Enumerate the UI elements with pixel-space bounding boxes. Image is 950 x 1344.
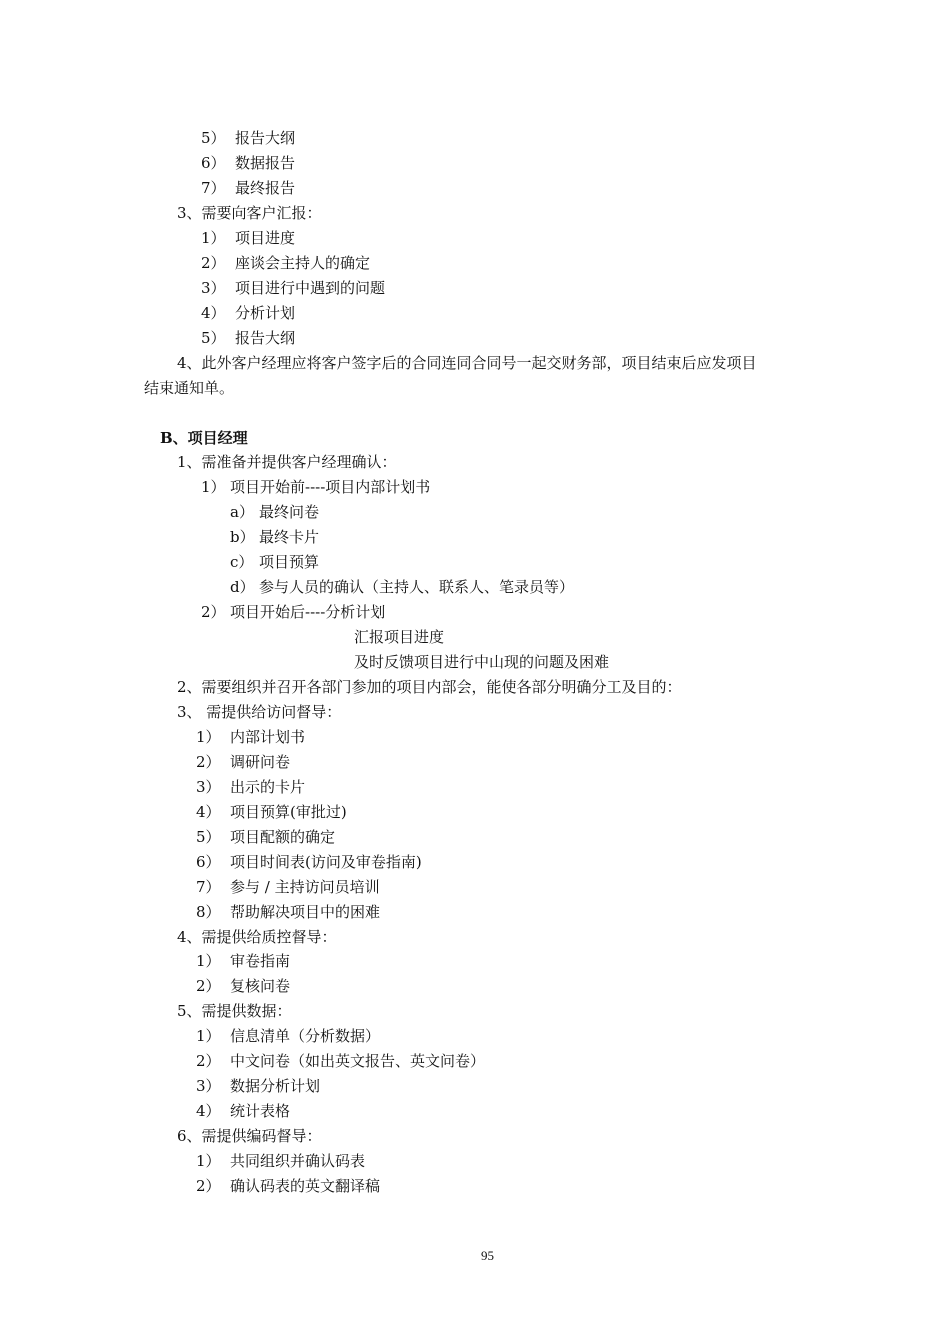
continuation-line: 汇报项目进度 (354, 628, 445, 646)
list-item: 7） 最终报告 (201, 179, 296, 197)
section-title: B、项目经理 (160, 429, 248, 447)
list-item: 5） 报告大纲 (201, 329, 296, 347)
section-heading: 3、 需提供给访问督导： (177, 703, 342, 721)
list-item: 7） 参与 / 主持访问员培训 (196, 878, 380, 896)
list-item: 1） 项目进度 (201, 229, 296, 247)
page-number: 95 (481, 1248, 494, 1263)
list-item: 1） 审卷指南 (196, 952, 291, 970)
paragraph-line: 结束通知单。 (144, 379, 235, 397)
list-item: 5） 报告大纲 (201, 129, 296, 147)
list-item: 2） 确认码表的英文翻译稿 (196, 1177, 381, 1195)
section-heading: 1、需准备并提供客户经理确认： (177, 453, 397, 471)
list-item: 1） 项目开始前----项目内部计划书 (201, 478, 431, 496)
sub-list-item: b） 最终卡片 (230, 528, 320, 546)
list-item: 1） 内部计划书 (196, 728, 306, 746)
section-heading: 6、需提供编码督导： (177, 1127, 322, 1145)
list-item: 3） 出示的卡片 (196, 778, 306, 796)
sub-list-item: a） 最终问卷 (230, 503, 320, 521)
list-item: 2） 中文问卷（如出英文报告、英文问卷） (196, 1052, 486, 1070)
list-item: 2） 项目开始后----分析计划 (201, 603, 386, 621)
list-item: 5） 项目配额的确定 (196, 828, 336, 846)
list-item: 4） 统计表格 (196, 1102, 291, 1120)
continuation-line: 及时反馈项目进行中山现的问题及困难 (354, 653, 610, 671)
paragraph-line: 2、需要组织并召开各部门参加的项目内部会，能使各部分明确分工及目的： (177, 678, 682, 696)
section-heading: 4、需提供给质控督导： (177, 928, 337, 946)
paragraph-line: 4、此外客户经理应将客户签字后的合同连同合同号一起交财务部，项目结束后应发项目 (177, 354, 757, 372)
list-item: 1） 信息清单（分析数据） (196, 1027, 381, 1045)
list-item: 6） 数据报告 (201, 154, 296, 172)
list-item: 2） 调研问卷 (196, 753, 291, 771)
list-item: 1） 共同组织并确认码表 (196, 1152, 366, 1170)
list-item: 3） 项目进行中遇到的问题 (201, 279, 386, 297)
section-heading: 3、需要向客户汇报： (177, 204, 322, 222)
section-heading: 5、需提供数据： (177, 1002, 292, 1020)
list-item: 2） 复核问卷 (196, 977, 291, 995)
sub-list-item: c） 项目预算 (230, 553, 320, 571)
list-item: 4） 分析计划 (201, 304, 296, 322)
sub-list-item: d） 参与人员的确认（主持人、联系人、笔录员等） (230, 578, 575, 596)
list-item: 8） 帮助解决项目中的困难 (196, 903, 381, 921)
list-item: 6） 项目时间表(访问及审卷指南) (196, 853, 422, 871)
list-item: 2） 座谈会主持人的确定 (201, 254, 371, 272)
list-item: 4） 项目预算(审批过) (196, 803, 347, 821)
list-item: 3） 数据分析计划 (196, 1077, 321, 1095)
